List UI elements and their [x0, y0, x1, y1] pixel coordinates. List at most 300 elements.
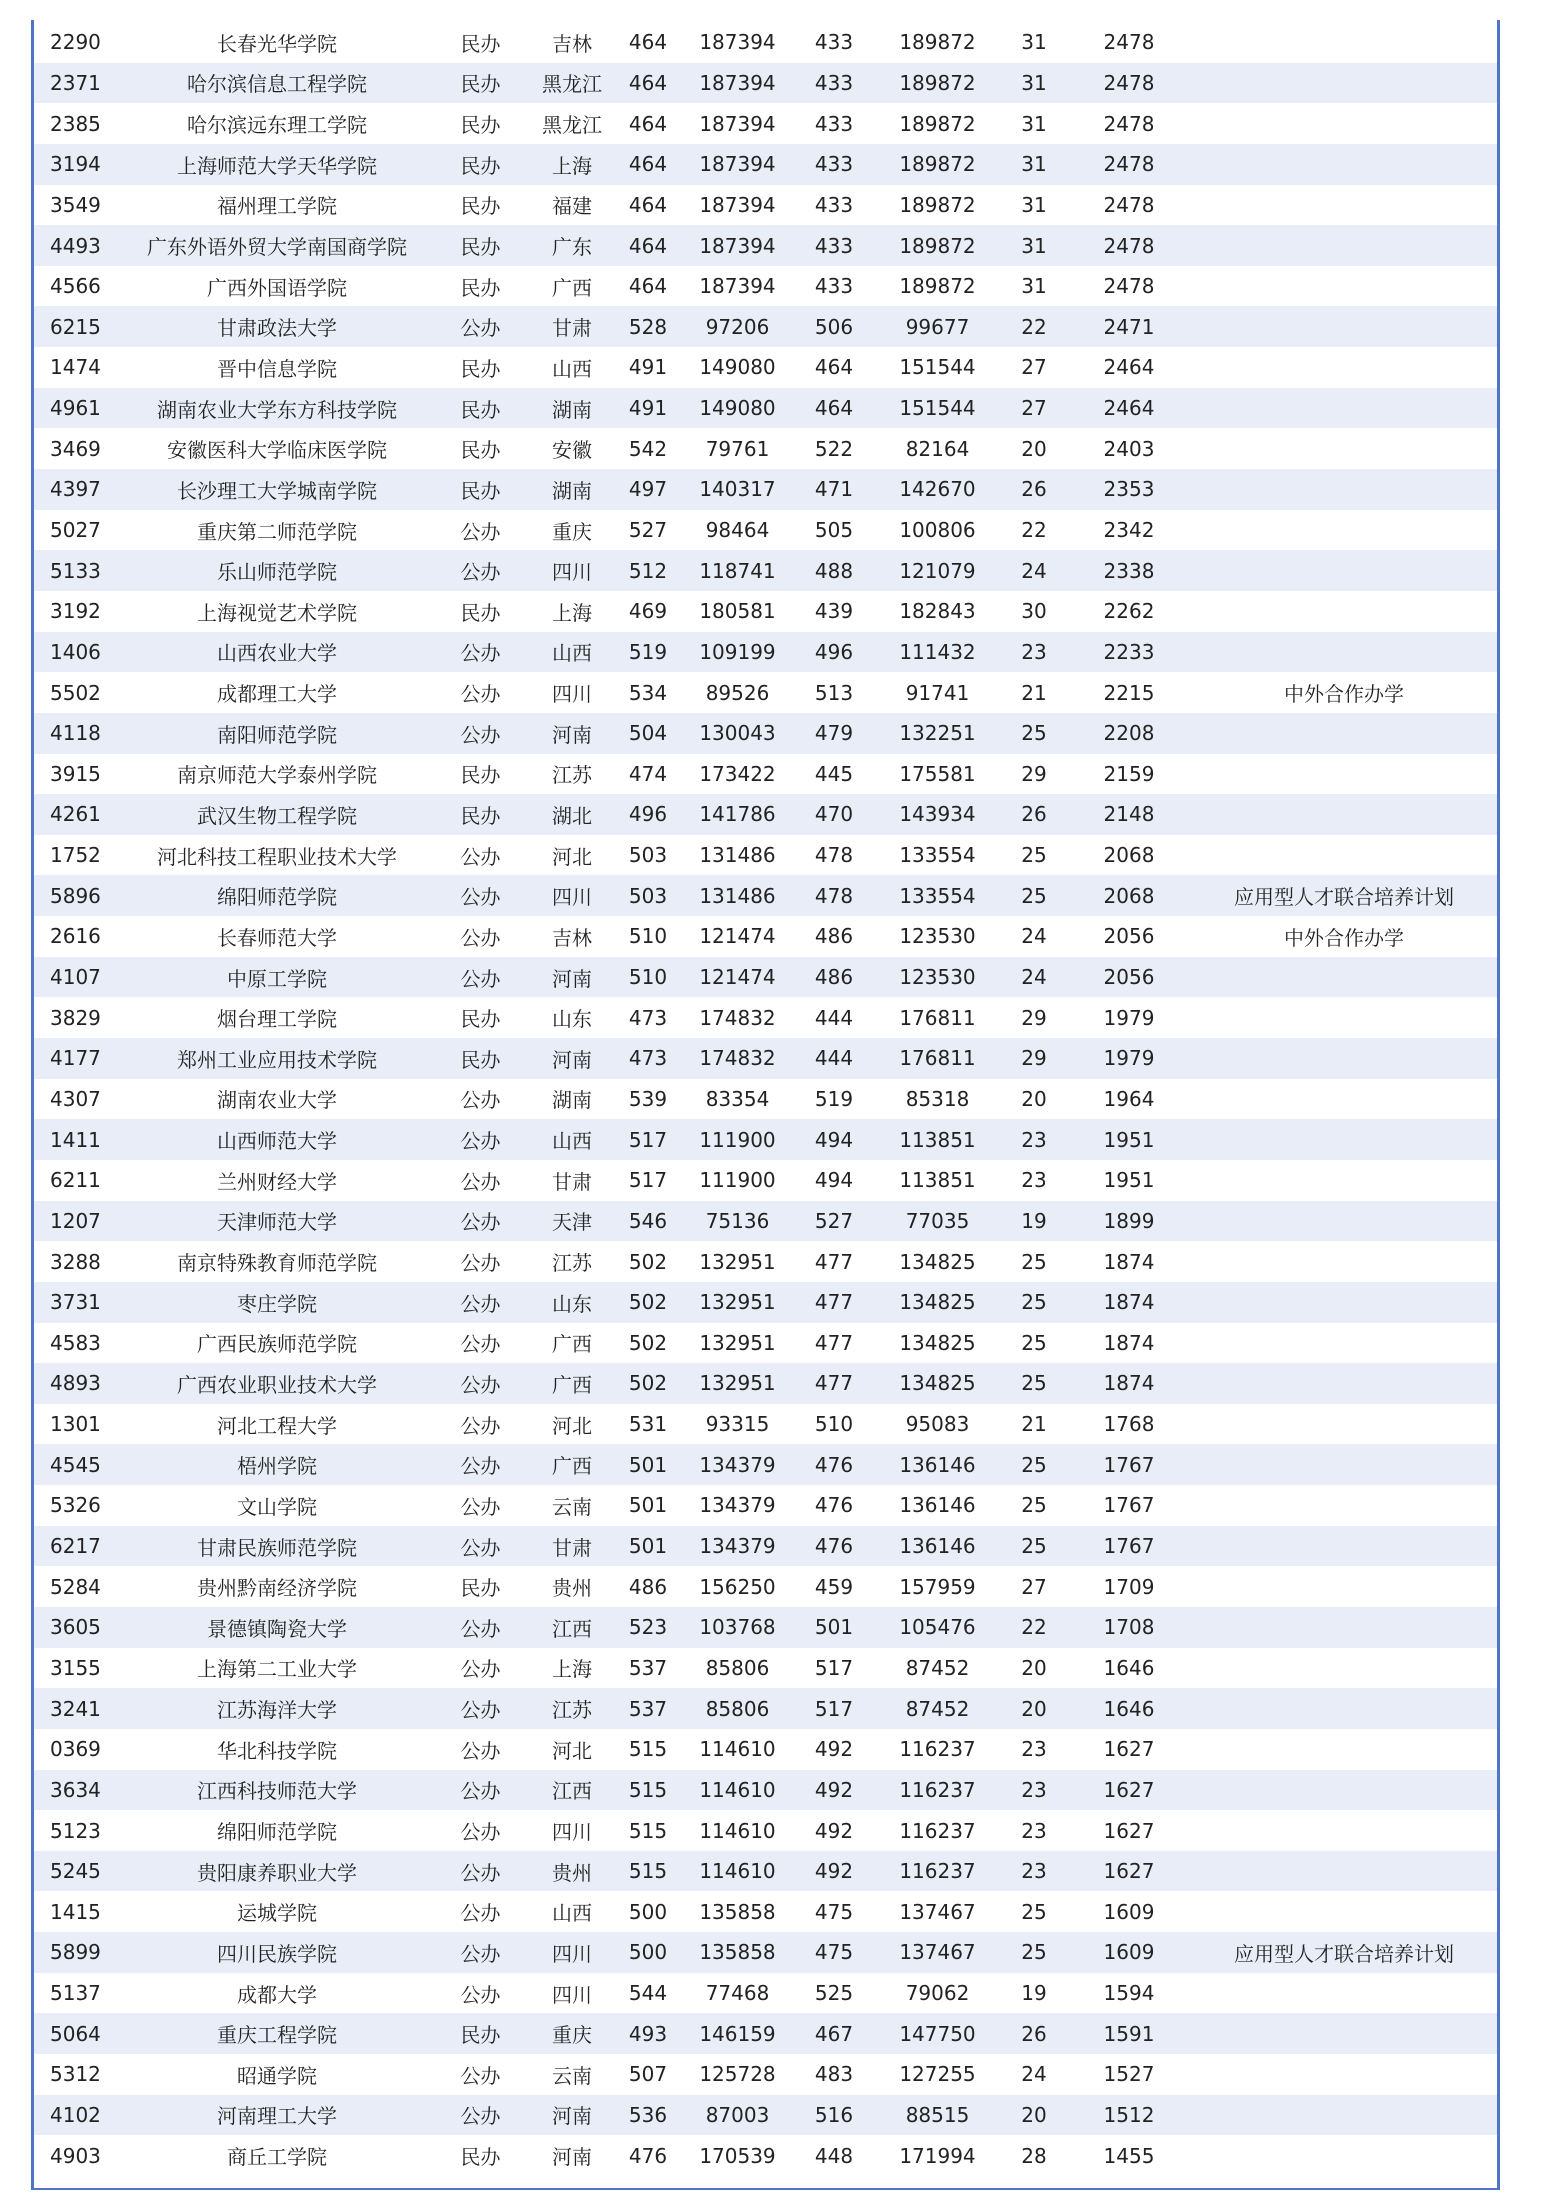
- school-name-cell: 昭通学院: [237, 2063, 317, 2088]
- rank-1-cell: 149080: [699, 355, 776, 380]
- score-1-cell: 497: [628, 477, 668, 502]
- rank-1-cell: 134379: [699, 1534, 776, 1559]
- rank-diff-cell: 1979: [1103, 1046, 1155, 1071]
- rank-2-cell: 134825: [899, 1249, 976, 1274]
- rank-diff-cell: 2068: [1103, 843, 1155, 868]
- score-2-cell: 477: [814, 1371, 854, 1396]
- province-cell: 湖南: [552, 1088, 592, 1113]
- rank-2-cell: 116237: [899, 1818, 976, 1843]
- score-2-cell: 494: [814, 1127, 854, 1152]
- score-1-cell: 536: [628, 2102, 668, 2127]
- school-type-cell: 民办: [460, 803, 501, 828]
- school-name-cell: 上海第二工业大学: [197, 1657, 357, 1682]
- school-type-cell: 公办: [460, 2063, 501, 2088]
- province-cell: 上海: [552, 600, 592, 625]
- rank-2-cell: 134825: [899, 1290, 976, 1315]
- rank-1-cell: 98464: [705, 518, 770, 542]
- school-type-cell: 民办: [460, 600, 501, 625]
- score-1-cell: 501: [628, 1452, 668, 1477]
- school-name-cell: 景德镇陶瓷大学: [207, 1616, 347, 1641]
- score-diff-cell: 25: [1021, 1534, 1047, 1559]
- province-cell: 吉林: [552, 31, 592, 56]
- province-cell: 重庆: [552, 519, 592, 544]
- score-diff-cell: 31: [1021, 152, 1047, 177]
- school-type-cell: 民办: [460, 235, 501, 260]
- score-1-cell: 510: [628, 924, 668, 949]
- school-code-cell: 4545: [50, 1452, 101, 1477]
- rank-2-cell: 87452: [905, 1696, 970, 1721]
- rank-diff-cell: 1874: [1103, 1290, 1155, 1315]
- province-cell: 甘肃: [552, 1535, 592, 1560]
- rank-2-cell: 147750: [899, 2021, 976, 2046]
- school-code-cell: 3194: [50, 152, 101, 177]
- school-code-cell: 6217: [50, 1534, 101, 1559]
- rank-diff-cell: 2478: [1103, 233, 1155, 258]
- rank-diff-cell: 2478: [1103, 274, 1155, 299]
- score-1-cell: 502: [628, 1330, 668, 1355]
- score-1-cell: 464: [628, 111, 668, 136]
- rank-diff-cell: 1708: [1103, 1615, 1155, 1640]
- note-cell: [1191, 1607, 1497, 1648]
- rank-1-cell: 174832: [699, 1046, 776, 1071]
- table-row: [34, 1566, 1497, 1607]
- score-1-cell: 502: [628, 1249, 668, 1274]
- table-row: [34, 1607, 1497, 1648]
- note-cell: [1191, 1363, 1497, 1404]
- note-cell: [1191, 1566, 1497, 1607]
- rank-diff-cell: 2403: [1103, 436, 1155, 461]
- note-cell: [1191, 794, 1497, 835]
- school-type-cell: 民办: [460, 194, 501, 219]
- table-row: [34, 1526, 1497, 1567]
- school-code-cell: 4493: [50, 233, 101, 258]
- rank-2-cell: 105476: [899, 1615, 976, 1640]
- school-code-cell: 1411: [50, 1127, 101, 1152]
- rank-diff-cell: 1627: [1103, 1818, 1155, 1843]
- note-cell: [1191, 510, 1497, 551]
- school-code-cell: 5502: [50, 680, 101, 705]
- school-code-cell: 5245: [50, 1859, 101, 1884]
- school-type-cell: 民办: [460, 2145, 501, 2170]
- school-code-cell: 3634: [50, 1777, 101, 1802]
- rank-1-cell: 77468: [705, 1981, 770, 2006]
- rank-1-cell: 79761: [705, 436, 770, 461]
- score-1-cell: 476: [628, 2143, 668, 2168]
- note-cell: [1191, 754, 1497, 795]
- note-cell: 中外合作办学: [1284, 925, 1404, 950]
- school-type-cell: 公办: [460, 2104, 501, 2129]
- province-cell: 福建: [552, 194, 592, 219]
- rank-2-cell: 133554: [899, 843, 976, 868]
- rank-2-cell: 95083: [905, 1412, 970, 1437]
- rank-2-cell: 99677: [905, 314, 970, 339]
- score-2-cell: 445: [814, 761, 854, 786]
- province-cell: 河北: [552, 844, 592, 869]
- score-2-cell: 433: [814, 70, 854, 95]
- rank-1-cell: 187394: [699, 274, 776, 299]
- table-row: [34, 916, 1497, 957]
- rank-diff-cell: 1874: [1103, 1330, 1155, 1355]
- school-code-cell: 6211: [50, 1168, 101, 1193]
- school-name-cell: 长春师范大学: [217, 925, 337, 950]
- note-cell: [1191, 2135, 1497, 2176]
- school-code-cell: 5133: [50, 558, 101, 583]
- score-2-cell: 517: [814, 1655, 854, 1680]
- rank-2-cell: 176811: [899, 1046, 976, 1071]
- school-name-cell: 湖南农业大学东方科技学院: [157, 397, 397, 422]
- rank-2-cell: 189872: [899, 30, 976, 55]
- score-1-cell: 464: [628, 192, 668, 217]
- school-name-cell: 甘肃民族师范学院: [197, 1535, 357, 1560]
- rank-diff-cell: 1609: [1103, 1940, 1155, 1965]
- note-cell: [1191, 1201, 1497, 1242]
- table-row: [34, 1404, 1497, 1445]
- score-1-cell: 527: [628, 518, 668, 542]
- score-diff-cell: 31: [1021, 233, 1047, 258]
- rank-diff-cell: 1979: [1103, 1005, 1155, 1030]
- table-row: [34, 469, 1497, 510]
- province-cell: 河南: [552, 966, 592, 991]
- school-code-cell: 0369: [50, 1737, 101, 1762]
- school-type-cell: 公办: [460, 560, 501, 585]
- score-1-cell: 491: [628, 355, 668, 380]
- rank-2-cell: 121079: [899, 558, 976, 583]
- score-2-cell: 513: [814, 680, 854, 705]
- rank-1-cell: 170539: [699, 2143, 776, 2168]
- school-name-cell: 广西外国语学院: [207, 275, 347, 300]
- score-1-cell: 515: [628, 1737, 668, 1762]
- rank-1-cell: 83354: [705, 1086, 770, 1111]
- score-diff-cell: 22: [1021, 1615, 1047, 1640]
- school-code-cell: 2385: [50, 111, 101, 136]
- rank-2-cell: 134825: [899, 1371, 976, 1396]
- school-name-cell: 枣庄学院: [237, 1291, 317, 1316]
- score-diff-cell: 31: [1021, 111, 1047, 136]
- school-code-cell: 1415: [50, 1899, 101, 1924]
- rank-1-cell: 187394: [699, 192, 776, 217]
- rank-2-cell: 151544: [899, 396, 976, 421]
- school-type-cell: 公办: [460, 1088, 501, 1113]
- school-type-cell: 公办: [460, 1413, 501, 1438]
- note-cell: [1191, 713, 1497, 754]
- table-row: [34, 632, 1497, 673]
- score-diff-cell: 20: [1021, 1655, 1047, 1680]
- table-row: [34, 1444, 1497, 1485]
- province-cell: 河南: [552, 2145, 592, 2170]
- score-2-cell: 433: [814, 274, 854, 299]
- rank-2-cell: 100806: [899, 518, 976, 542]
- score-diff-cell: 29: [1021, 1005, 1047, 1030]
- note-cell: [1191, 144, 1497, 185]
- rank-diff-cell: 2478: [1103, 111, 1155, 136]
- rank-1-cell: 85806: [705, 1655, 770, 1680]
- note-cell: [1191, 1444, 1497, 1485]
- school-name-cell: 重庆第二师范学院: [197, 519, 357, 544]
- province-cell: 广西: [552, 1454, 592, 1479]
- rank-1-cell: 131486: [699, 843, 776, 868]
- table-row: [34, 347, 1497, 388]
- rank-1-cell: 131486: [699, 883, 776, 908]
- score-1-cell: 515: [628, 1777, 668, 1802]
- score-diff-cell: 23: [1021, 1777, 1047, 1802]
- table-row: [34, 1282, 1497, 1323]
- province-cell: 山西: [552, 1901, 592, 1926]
- note-cell: [1191, 1851, 1497, 1892]
- score-1-cell: 503: [628, 843, 668, 868]
- school-name-cell: 哈尔滨信息工程学院: [187, 72, 367, 97]
- school-name-cell: 哈尔滨远东理工学院: [187, 113, 367, 138]
- score-1-cell: 464: [628, 70, 668, 95]
- score-1-cell: 502: [628, 1371, 668, 1396]
- rank-1-cell: 111900: [699, 1168, 776, 1193]
- school-type-cell: 公办: [460, 1291, 501, 1316]
- score-diff-cell: 25: [1021, 883, 1047, 908]
- school-name-cell: 南京师范大学泰州学院: [177, 763, 377, 788]
- rank-2-cell: 151544: [899, 355, 976, 380]
- school-type-cell: 民办: [460, 763, 501, 788]
- rank-diff-cell: 2208: [1103, 721, 1155, 746]
- school-type-cell: 公办: [460, 1494, 501, 1519]
- score-diff-cell: 25: [1021, 721, 1047, 746]
- score-1-cell: 544: [628, 1981, 668, 2006]
- score-diff-cell: 25: [1021, 1940, 1047, 1965]
- school-code-cell: 4893: [50, 1371, 101, 1396]
- rank-2-cell: 143934: [899, 802, 976, 827]
- score-2-cell: 522: [814, 436, 854, 461]
- note-cell: [1191, 1526, 1497, 1567]
- rank-diff-cell: 1951: [1103, 1127, 1155, 1152]
- province-cell: 上海: [552, 153, 592, 178]
- score-2-cell: 519: [814, 1086, 854, 1111]
- score-diff-cell: 24: [1021, 924, 1047, 949]
- rank-1-cell: 187394: [699, 30, 776, 55]
- score-1-cell: 464: [628, 233, 668, 258]
- rank-2-cell: 175581: [899, 761, 976, 786]
- score-diff-cell: 25: [1021, 843, 1047, 868]
- province-cell: 河南: [552, 2104, 592, 2129]
- table-row: [34, 2135, 1497, 2176]
- table-row: [34, 591, 1497, 632]
- rank-diff-cell: 1767: [1103, 1534, 1155, 1559]
- score-1-cell: 515: [628, 1818, 668, 1843]
- score-2-cell: 433: [814, 233, 854, 258]
- province-cell: 四川: [552, 885, 592, 910]
- rank-2-cell: 134825: [899, 1330, 976, 1355]
- province-cell: 甘肃: [552, 316, 592, 341]
- note-cell: [1191, 185, 1497, 226]
- score-2-cell: 478: [814, 883, 854, 908]
- school-type-cell: 公办: [460, 1779, 501, 1804]
- rank-2-cell: 189872: [899, 152, 976, 177]
- province-cell: 云南: [552, 2063, 592, 2088]
- rank-diff-cell: 1591: [1103, 2021, 1155, 2046]
- rank-diff-cell: 2233: [1103, 639, 1155, 664]
- score-1-cell: 501: [628, 1534, 668, 1559]
- rank-diff-cell: 2478: [1103, 192, 1155, 217]
- rank-2-cell: 113851: [899, 1168, 976, 1193]
- table-row: [34, 997, 1497, 1038]
- rank-1-cell: 121474: [699, 965, 776, 990]
- score-1-cell: 486: [628, 1574, 668, 1599]
- table-row: [34, 1648, 1497, 1689]
- table-row: [34, 1119, 1497, 1160]
- score-2-cell: 475: [814, 1940, 854, 1965]
- table-row: [34, 1160, 1497, 1201]
- school-name-cell: 天津师范大学: [217, 1210, 337, 1235]
- school-name-cell: 晋中信息学院: [217, 356, 337, 381]
- table-row: [34, 185, 1497, 226]
- score-diff-cell: 31: [1021, 70, 1047, 95]
- score-2-cell: 505: [814, 518, 854, 542]
- note-cell: 应用型人才联合培养计划: [1234, 885, 1454, 910]
- note-cell: [1191, 1241, 1497, 1282]
- score-2-cell: 448: [814, 2143, 854, 2168]
- school-code-cell: 3605: [50, 1615, 101, 1640]
- table-row: [34, 1688, 1497, 1729]
- province-cell: 湖北: [552, 803, 592, 828]
- note-cell: [1191, 550, 1497, 591]
- school-name-cell: 贵阳康养职业大学: [197, 1860, 357, 1885]
- table-row: [34, 144, 1497, 185]
- rank-2-cell: 123530: [899, 924, 976, 949]
- score-1-cell: 474: [628, 761, 668, 786]
- score-diff-cell: 25: [1021, 1899, 1047, 1924]
- school-type-cell: 公办: [460, 1454, 501, 1479]
- score-1-cell: 473: [628, 1005, 668, 1030]
- score-2-cell: 475: [814, 1899, 854, 1924]
- note-cell: [1191, 469, 1497, 510]
- score-diff-cell: 25: [1021, 1452, 1047, 1477]
- school-code-cell: 4903: [50, 2143, 101, 2168]
- rank-1-cell: 114610: [699, 1859, 776, 1884]
- school-code-cell: 5896: [50, 883, 101, 908]
- rank-diff-cell: 2478: [1103, 70, 1155, 95]
- note-cell: [1191, 266, 1497, 307]
- rank-diff-cell: 1646: [1103, 1655, 1155, 1680]
- school-name-cell: 上海师范大学天华学院: [177, 153, 377, 178]
- rank-1-cell: 121474: [699, 924, 776, 949]
- school-code-cell: 5064: [50, 2021, 101, 2046]
- school-type-cell: 民办: [460, 478, 501, 503]
- note-cell: [1191, 306, 1497, 347]
- rank-1-cell: 111900: [699, 1127, 776, 1152]
- score-diff-cell: 23: [1021, 1127, 1047, 1152]
- rank-2-cell: 116237: [899, 1777, 976, 1802]
- school-name-cell: 南京特殊教育师范学院: [177, 1251, 377, 1276]
- school-type-cell: 公办: [460, 316, 501, 341]
- rank-2-cell: 157959: [899, 1574, 976, 1599]
- rank-diff-cell: 1874: [1103, 1371, 1155, 1396]
- school-name-cell: 江苏海洋大学: [217, 1698, 337, 1723]
- table-row: [34, 22, 1497, 63]
- rank-2-cell: 88515: [905, 2102, 970, 2127]
- school-code-cell: 2290: [50, 30, 101, 55]
- score-diff-cell: 23: [1021, 1168, 1047, 1193]
- score-2-cell: 478: [814, 843, 854, 868]
- score-2-cell: 459: [814, 1574, 854, 1599]
- score-diff-cell: 23: [1021, 1818, 1047, 1843]
- table-row: [34, 1323, 1497, 1364]
- school-name-cell: 商丘工学院: [227, 2145, 327, 2170]
- score-diff-cell: 28: [1021, 2143, 1047, 2168]
- province-cell: 广东: [552, 235, 592, 260]
- score-diff-cell: 29: [1021, 761, 1047, 786]
- score-2-cell: 477: [814, 1330, 854, 1355]
- school-type-cell: 民办: [460, 72, 501, 97]
- table-row: [34, 1932, 1497, 1973]
- rank-1-cell: 187394: [699, 152, 776, 177]
- score-2-cell: 477: [814, 1290, 854, 1315]
- note-cell: [1191, 1282, 1497, 1323]
- note-cell: [1191, 2013, 1497, 2054]
- school-code-cell: 4307: [50, 1086, 101, 1111]
- note-cell: [1191, 1119, 1497, 1160]
- score-2-cell: 492: [814, 1859, 854, 1884]
- score-2-cell: 479: [814, 721, 854, 746]
- rank-1-cell: 87003: [705, 2102, 770, 2127]
- score-diff-cell: 22: [1021, 518, 1047, 542]
- school-code-cell: 3241: [50, 1696, 101, 1721]
- score-1-cell: 510: [628, 965, 668, 990]
- score-1-cell: 503: [628, 883, 668, 908]
- rank-1-cell: 134379: [699, 1452, 776, 1477]
- note-cell: [1191, 388, 1497, 429]
- table-row: [34, 2013, 1497, 2054]
- school-name-cell: 文山学院: [237, 1494, 317, 1519]
- rank-2-cell: 171994: [899, 2143, 976, 2168]
- rank-diff-cell: 1709: [1103, 1574, 1155, 1599]
- school-name-cell: 梧州学院: [237, 1454, 317, 1479]
- score-1-cell: 473: [628, 1046, 668, 1071]
- score-diff-cell: 21: [1021, 680, 1047, 705]
- school-name-cell: 中原工学院: [227, 966, 327, 991]
- school-name-cell: 广西民族师范学院: [197, 1332, 357, 1357]
- rank-1-cell: 135858: [699, 1899, 776, 1924]
- score-1-cell: 542: [628, 436, 668, 461]
- score-diff-cell: 26: [1021, 477, 1047, 502]
- province-cell: 湖南: [552, 478, 592, 503]
- school-code-cell: 4102: [50, 2102, 101, 2127]
- table-row: [34, 1485, 1497, 1526]
- note-cell: [1191, 591, 1497, 632]
- note-cell: [1191, 2054, 1497, 2095]
- school-code-cell: 1301: [50, 1412, 101, 1437]
- school-type-cell: 公办: [460, 1210, 501, 1235]
- rank-1-cell: 114610: [699, 1777, 776, 1802]
- school-name-cell: 重庆工程学院: [217, 2023, 337, 2048]
- score-diff-cell: 20: [1021, 2102, 1047, 2127]
- score-1-cell: 464: [628, 30, 668, 55]
- table-row: [34, 1363, 1497, 1404]
- school-name-cell: 河北科技工程职业技术大学: [157, 844, 397, 869]
- school-name-cell: 河南理工大学: [217, 2104, 337, 2129]
- score-1-cell: 500: [628, 1899, 668, 1924]
- score-1-cell: 546: [628, 1208, 668, 1233]
- note-cell: [1191, 1729, 1497, 1770]
- school-code-cell: 2616: [50, 924, 101, 949]
- rank-2-cell: 189872: [899, 192, 976, 217]
- note-cell: [1191, 632, 1497, 673]
- score-1-cell: 507: [628, 2062, 668, 2087]
- rank-diff-cell: 1609: [1103, 1899, 1155, 1924]
- score-2-cell: 476: [814, 1493, 854, 1518]
- table-row: [34, 510, 1497, 551]
- school-code-cell: 2371: [50, 70, 101, 95]
- rank-1-cell: 140317: [699, 477, 776, 502]
- school-type-cell: 民办: [460, 113, 501, 138]
- score-1-cell: 491: [628, 396, 668, 421]
- score-diff-cell: 24: [1021, 2062, 1047, 2087]
